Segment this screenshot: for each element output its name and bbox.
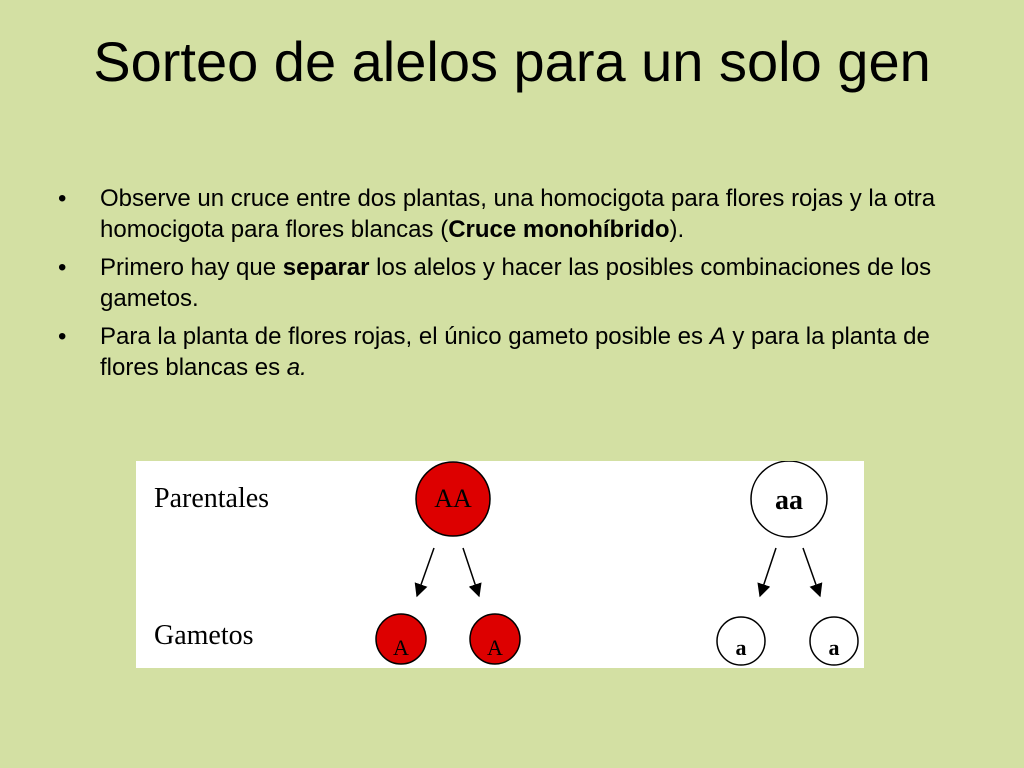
gametes-row-label: Gametos bbox=[154, 620, 254, 651]
gamete-allele-label: A bbox=[393, 635, 409, 660]
bullet-text-segment: Primero hay que bbox=[100, 254, 283, 281]
bullet-text bbox=[100, 254, 931, 312]
bullet-text-segment: y para la planta de flores blancas es bbox=[100, 323, 930, 381]
bullet-marker: • bbox=[58, 323, 67, 350]
bullet-text-italic: A bbox=[709, 323, 726, 350]
bullet-text-segment: ). bbox=[669, 216, 685, 243]
bullet-text-segment: Para la planta de flores rojas, el único gameto posible es bbox=[100, 323, 710, 350]
bullet-text-bold: separar bbox=[282, 254, 370, 281]
bullet-marker: • bbox=[58, 185, 67, 212]
bullet-text-bold: Cruce monohíbrido bbox=[448, 216, 670, 243]
allele-segregation-diagram bbox=[136, 461, 864, 668]
segregation-arrow bbox=[463, 548, 479, 596]
gamete-allele-label: A bbox=[487, 635, 503, 660]
parent-genotype-label: AA bbox=[434, 484, 472, 513]
bullet-item bbox=[58, 183, 978, 245]
bullet-marker: • bbox=[58, 254, 67, 281]
bullet-text-segment: los alelos y hacer las posibles combinaciones de los gametos. bbox=[100, 254, 932, 312]
segregation-arrow bbox=[803, 548, 820, 596]
gamete-allele-label: a bbox=[828, 635, 840, 660]
parent-node-recessive bbox=[751, 461, 827, 537]
gamete-allele-label: a bbox=[735, 635, 747, 660]
segregation-arrow bbox=[760, 548, 776, 596]
bullet-text-italic: a. bbox=[286, 354, 307, 381]
gamete-node-recessive bbox=[810, 617, 858, 665]
bullet-text bbox=[100, 323, 930, 381]
gamete-node-dominant bbox=[376, 614, 426, 664]
parents-row-label: Parentales bbox=[154, 483, 270, 514]
parent-genotype-label: aa bbox=[775, 485, 803, 516]
parent-node-dominant bbox=[416, 462, 490, 536]
slide-title: Sorteo de alelos para un solo gen bbox=[93, 30, 931, 93]
bullet-text bbox=[100, 185, 935, 243]
bullet-item bbox=[58, 321, 978, 383]
diagram-canvas bbox=[136, 461, 864, 668]
bullet-text-segment: Observe un cruce entre dos plantas, una homocigota para flores rojas y la otra homocigota para flores blancas ( bbox=[100, 185, 936, 243]
bullet-list bbox=[58, 183, 978, 390]
segregation-arrow bbox=[417, 548, 434, 596]
bullet-item bbox=[58, 252, 978, 314]
gamete-node-dominant bbox=[470, 614, 520, 664]
gamete-node-recessive bbox=[717, 617, 765, 665]
